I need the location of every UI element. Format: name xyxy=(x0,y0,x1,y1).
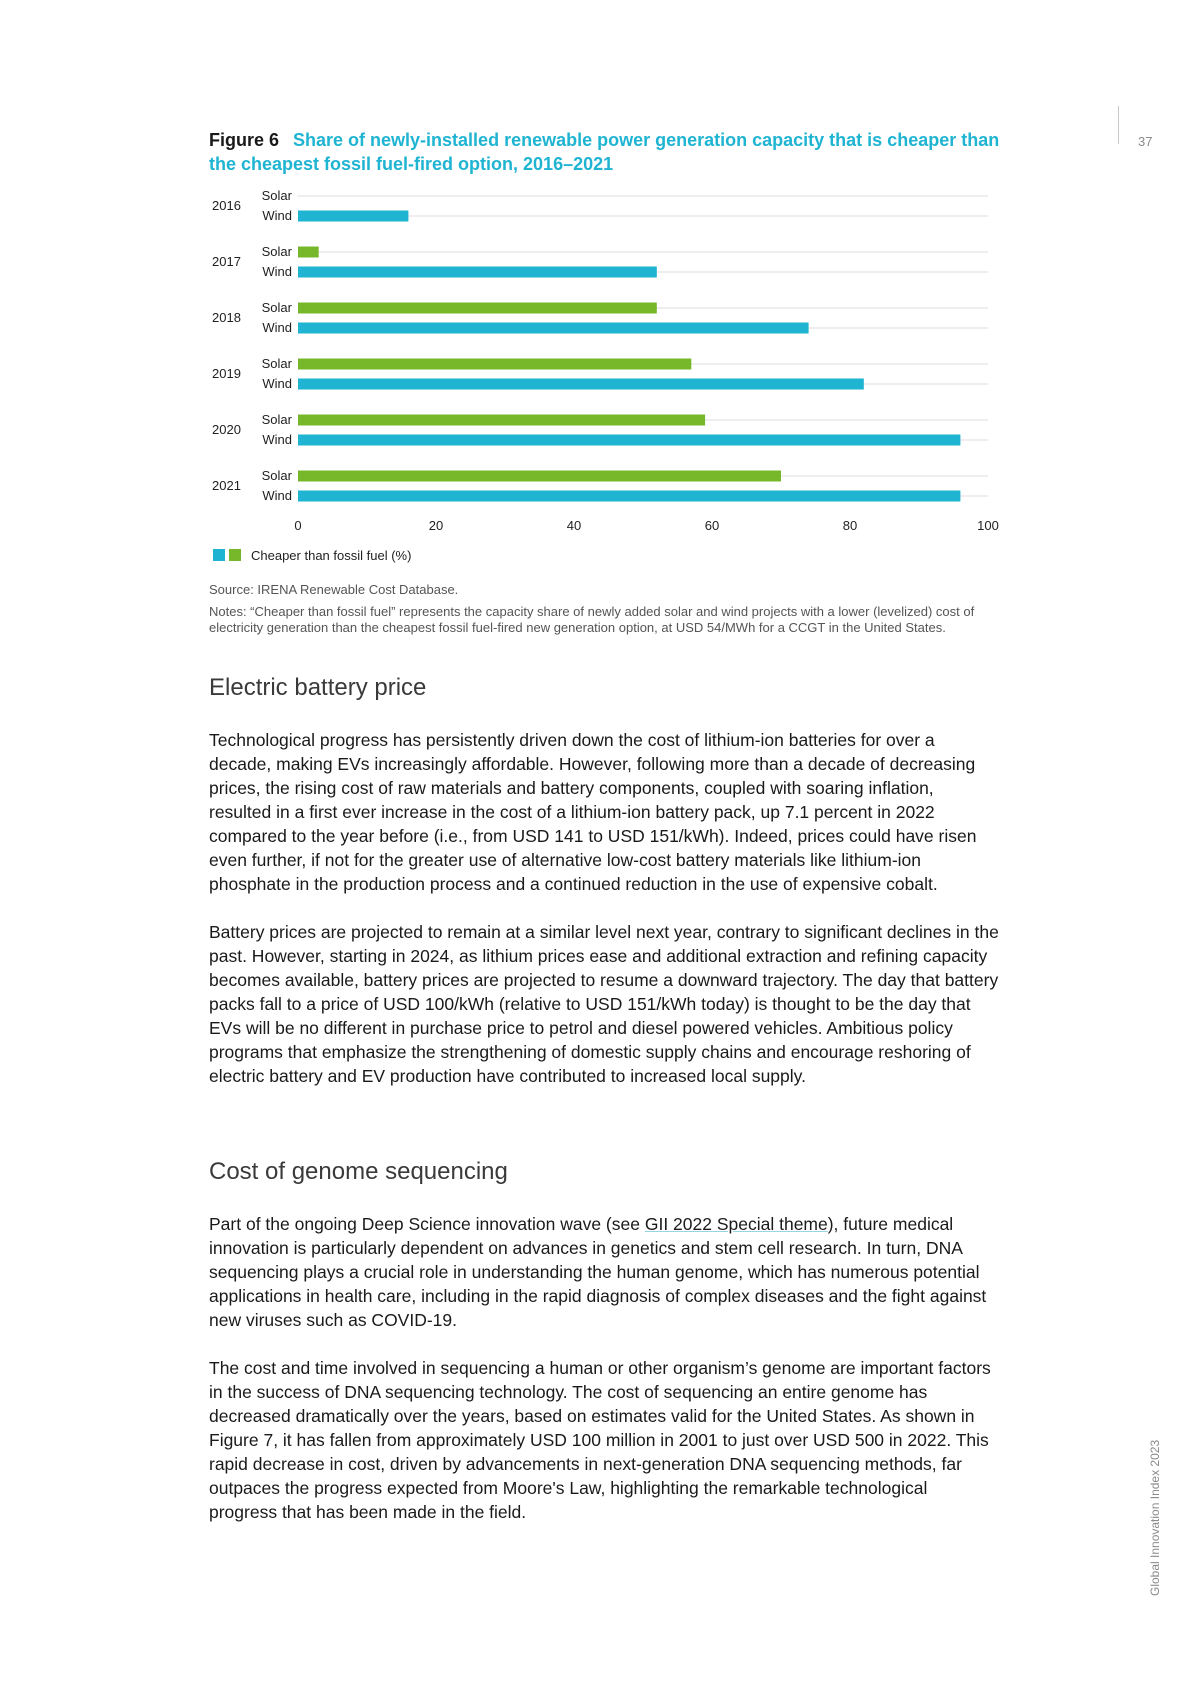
figure-label: Figure 6 xyxy=(209,130,280,150)
legend-label: Cheaper than fossil fuel (%) xyxy=(251,548,412,563)
x-tick-label: 40 xyxy=(566,518,582,533)
bar-solar-2018 xyxy=(298,303,657,314)
figure-chart xyxy=(209,182,999,602)
figure-notes: Notes: “Cheaper than fossil fuel” represents the capacity share of newly added solar and wind projects with a lower (levelized) cost of electricity generation than the cheapest fossil fuel-fired new generation option, at USD 54/MWh for a CCGT in the United States. xyxy=(209,604,975,635)
category-label: 2020 xyxy=(212,422,241,437)
x-tick-label: 100 xyxy=(977,518,999,533)
series-label: Solar xyxy=(261,244,292,259)
category-label: 2016 xyxy=(212,198,241,213)
page-number-divider xyxy=(1118,106,1119,144)
x-tick-label: 80 xyxy=(842,518,858,533)
bar-wind-2017 xyxy=(298,267,657,278)
x-tick-label: 20 xyxy=(428,518,444,533)
series-label: Wind xyxy=(262,432,292,447)
bar-solar-2021 xyxy=(298,471,781,482)
bar-solar-2017 xyxy=(298,247,319,258)
legend-swatch-solar xyxy=(229,549,241,561)
section-heading: Electric battery price xyxy=(209,674,427,701)
x-tick-label: 60 xyxy=(704,518,720,533)
bar-chart xyxy=(209,182,999,582)
figure-title: Share of newly-installed renewable power generation capacity that is cheaper than the cheapest fossil fuel-fired option, 2016–2021 xyxy=(209,130,1000,174)
page-content xyxy=(209,128,1009,1522)
series-label: Solar xyxy=(261,468,292,483)
legend-swatch-wind xyxy=(213,549,225,561)
running-footer: Global Innovation Index 2023 xyxy=(1148,1439,1162,1596)
paragraph xyxy=(209,1212,999,1332)
bar-wind-2019 xyxy=(298,379,864,390)
section-battery xyxy=(209,674,999,1088)
series-label: Wind xyxy=(262,208,292,223)
category-label: 2021 xyxy=(212,478,241,493)
series-label: Solar xyxy=(261,356,292,371)
series-label: Solar xyxy=(261,300,292,315)
bar-wind-2021 xyxy=(298,491,960,502)
paragraph-text: Part of the ongoing Deep Science innovation wave (see xyxy=(209,1214,645,1234)
paragraph-text: ), future medical innovation is particularly dependent on advances in genetics and stem cell research. In turn, DNA sequencing plays a crucial role in understanding the human genome, which has numerous potential applications in health care, including in the rapid diagnosis of complex diseases and the fight against new viruses such as COVID-19. xyxy=(209,1214,987,1330)
category-label: 2019 xyxy=(212,366,241,381)
figure-source: Source: IRENA Renewable Cost Database. xyxy=(209,582,459,597)
section-genome xyxy=(209,1158,999,1524)
bar-wind-2016 xyxy=(298,211,408,222)
paragraph: Battery prices are projected to remain at a similar level next year, contrary to significant declines in the past. However, starting in 2024, as lithium prices ease and additional extraction and refining capacity becomes available, battery prices are projected to resume a downward trajectory. The day that battery packs fall to a price of USD 100/kWh (relative to USD 151/kWh today) is thought to be the day that EVs will be no different in purchase price to petrol and diesel powered vehicles. Ambitious policy programs that emphasize the strengthening of domestic supply chains and encourage reshoring of electric battery and EV production have contributed to increased local supply. xyxy=(209,922,999,1086)
series-label: Wind xyxy=(262,320,292,335)
paragraph: Technological progress has persistently driven down the cost of lithium-ion batteries for over a decade, making EVs increasingly affordable. However, following more than a decade of decreasing prices, the rising cost of raw materials and battery components, coupled with soaring inflation, resulted in a first ever increase in the cost of a lithium-ion battery pack, up 7.1 percent in 2022 compared to the year before (i.e., from USD 141 to USD 151/kWh). Indeed, prices could have risen even further, if not for the greater use of alternative low-cost battery materials like lithium-ion phosphate in the production process and a continued reduction in the use of expensive cobalt. xyxy=(209,730,977,894)
series-label: Solar xyxy=(261,188,292,203)
bar-solar-2020 xyxy=(298,415,705,426)
figure-caption xyxy=(209,128,1009,176)
series-label: Wind xyxy=(262,264,292,279)
x-tick-label: 0 xyxy=(294,518,302,533)
paragraph: The cost and time involved in sequencing a human or other organism’s genome are important factors in the success of DNA sequencing technology. The cost of sequencing an entire genome has decreased dramatically over the years, based on estimates valid for the United States. As shown in Figure 7, it has fallen from approximately USD 100 million in 2001 to just over USD 500 in 2022. This rapid decrease in cost, driven by advancements in next-generation DNA sequencing methods, far outpaces the progress expected from Moore's Law, highlighting the remarkable technological progress that has been made in the field. xyxy=(209,1358,991,1522)
bar-wind-2020 xyxy=(298,435,960,446)
category-label: 2018 xyxy=(212,310,241,325)
bar-wind-2018 xyxy=(298,323,809,334)
series-label: Wind xyxy=(262,488,292,503)
category-label: 2017 xyxy=(212,254,241,269)
bar-solar-2019 xyxy=(298,359,691,370)
gii-special-theme-link[interactable]: GII 2022 Special theme xyxy=(644,1214,828,1234)
series-label: Solar xyxy=(261,412,292,427)
series-label: Wind xyxy=(262,376,292,391)
page-number: 37 xyxy=(1138,134,1153,149)
section-heading: Cost of genome sequencing xyxy=(209,1158,508,1185)
